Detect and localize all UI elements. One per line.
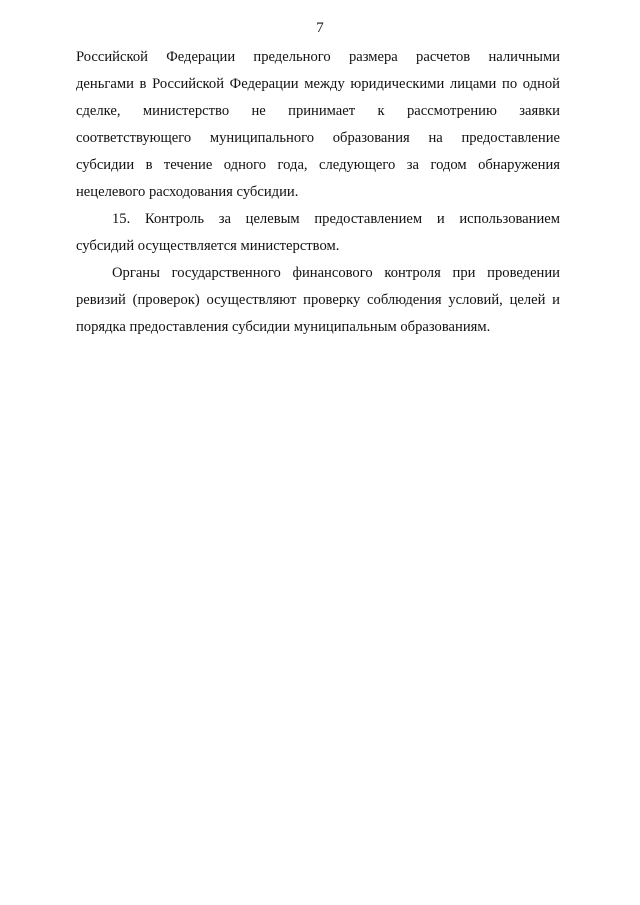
paragraph-line: порядка предоставления субсидии муниципальным образованиям. bbox=[76, 319, 491, 335]
paragraph-item-15 bbox=[76, 206, 560, 260]
paragraph-line: 15. Контроль за целевым предоставлением и использованием bbox=[112, 211, 560, 227]
paragraph-audit bbox=[76, 260, 560, 341]
page-number: 7 bbox=[316, 20, 324, 36]
paragraph-line: сделке, министерство не принимает к рассмотрению заявки bbox=[76, 103, 560, 119]
paragraph-line: нецелевого расходования субсидии. bbox=[76, 184, 299, 200]
paragraph-line: субсидий осуществляется министерством. bbox=[76, 238, 340, 254]
paragraph-line: Органы государственного финансового контроля при проведении bbox=[112, 265, 560, 281]
paragraph-line: субсидии в течение одного года, следующего за годом обнаружения bbox=[76, 157, 560, 173]
paragraph-line: соответствующего муниципального образования на предоставление bbox=[76, 130, 560, 146]
paragraph-line: деньгами в Российской Федерации между юридическими лицами по одной bbox=[76, 76, 560, 92]
paragraph-line: ревизий (проверок) осуществляют проверку соблюдения условий, целей и bbox=[76, 292, 560, 308]
paragraph-continuation bbox=[76, 44, 560, 206]
paragraph-line: Российской Федерации предельного размера расчетов наличными bbox=[76, 49, 560, 65]
